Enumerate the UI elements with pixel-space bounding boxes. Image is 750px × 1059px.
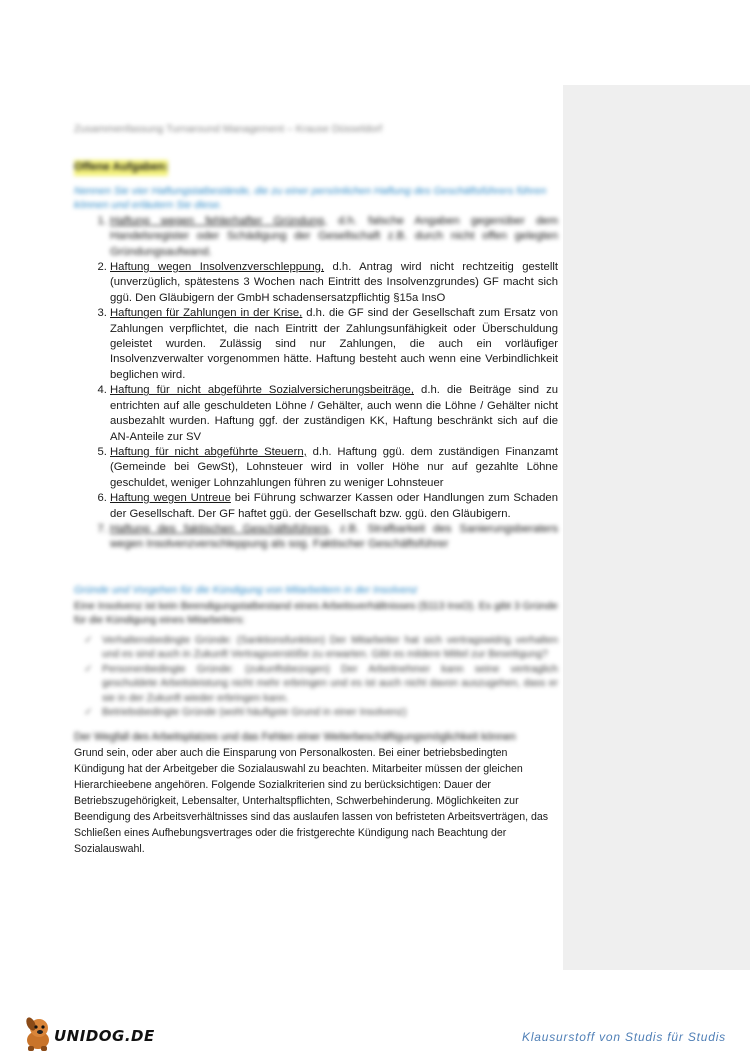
list-item	[110, 522, 558, 553]
question-dismissal: Gründe und Vorgehen für die Kündigung von Mitarbeitern in der Insolvenz	[74, 583, 418, 596]
reason-text: Personenbedingte Gründe: (zukunftsbezogen) Der Arbeitnehmer kann seine vertraglich geschuldete Arbeitsleistung nicht mehr erbringen und es ist auch nicht davon auszugehen, dass er sie in der Zukunft wieder erbringen kann.	[102, 663, 558, 704]
item-term: Haftung wegen fehlerhafter Gründung,	[110, 214, 327, 227]
item-term: Haftungen für Zahlungen in der Krise,	[110, 307, 303, 320]
section-heading-wrap	[74, 160, 558, 175]
liability-list	[74, 214, 558, 553]
list-item	[84, 634, 558, 663]
item-term: Haftung für nicht abgeführte Steuern,	[110, 445, 307, 458]
checkmark-icon: ✓	[84, 707, 93, 719]
page-header: Zusammenfassung Turnaround Management – Krause Düsseldorf	[74, 123, 383, 135]
item-text: z.B. Strafbarkeit des Sanierungsberaters wegen Insolvenzverschleppung als sog. Faktischer Geschäftsführer	[110, 522, 558, 551]
list-item	[110, 214, 558, 260]
question-liability: Nennen Sie vier Haftungstatbestände, die zu einer persönlichen Haftung des Geschäftsführers führen können und erläutern Sie diese.	[74, 184, 547, 211]
item-text: bei Führung schwarzer Kassen oder Handlungen zum Schaden der Gesellschaft. Der GF haftet ggü. der Gesellschaft bzw. ggü. den Gläubigern.	[110, 492, 558, 520]
list-item	[110, 445, 558, 491]
item-text: d.h. die GF sind der Gesellschaft zum Ersatz von Zahlungen verpflichtet, die nach Eintritt der Zahlungsunfähigkeit oder Überschuldung geleistet wurden. Zulässig sind nur Zahlungen, die auch ein vorläufiger Insolvenzverwalter vorgenommen hätte. Haftung besteht auch wenn eine Verbindlichkeit beglichen wird.	[110, 307, 558, 381]
item-text: d.h. Haftung ggü. dem zuständigen Finanzamt (Gemeinde bei GewSt), Lohnsteuer wird in voller Höhe nur auf gezahlte Löhne geschuldet, weniger Lohnzahlungen führen zu weniger Lohnsteuer	[110, 445, 558, 489]
list-item	[110, 383, 558, 445]
list-item	[110, 306, 558, 383]
paragraph-social-selection: Grund sein, oder aber auch die Einsparung von Personalkosten. Bei einer betriebsbedingten Kündigung hat der Arbeitgeber die Sozialauswahl zu beachten. Mitarbeiter müssen der gleichen Hierarchieebene angehören. Folgende Sozialkriterien sind zu berücksichtigen: Dauer der Betriebszugehörigkeit, Lebensalter, Unterhaltspflichten, Schwerbehinderung. Möglichkeiten zur Beendigung des Arbeitsverhältnisses sind das auslaufen lassen von befristeten Arbeitsverträgen, das Schließen eines Aufhebungsvertrages oder die fristgerechte Kündigung nach Beachtung der Sozialauswahl.	[74, 746, 549, 855]
item-term: Haftung für nicht abgeführte Sozialversicherungsbeiträge,	[110, 384, 414, 397]
item-text: d.h. falsche Angaben gegenüber dem Handelsregister oder Schädigung der Gesellschaft z.B. durch nicht offen gelegten Gründungsaufwand.	[110, 214, 558, 258]
reason-text: Verhaltensbedingte Gründe: (Sanktionsfunktion) Der Mitarbeiter hat sich vertragswidrig verhalten und es sind auch in Zukunft Vertragsverstöße zu erwarten. Gibt es mildere Mittel zur Beseitigung?	[102, 634, 558, 661]
item-term: Haftung des faktischen Geschäftsführers,	[110, 522, 332, 535]
unidog-logo[interactable]	[22, 1014, 162, 1054]
logo-text: UNIDOG.DE	[54, 1027, 155, 1045]
item-term: Haftung wegen Insolvenzverschleppung,	[110, 261, 325, 274]
footer-tagline: Klausurstoff von Studis für Studis	[522, 1030, 726, 1044]
document-page	[74, 122, 558, 857]
list-item	[110, 260, 558, 306]
list-item	[110, 491, 558, 522]
reason-text: Betriebsbedingte Gründe (wohl häufigste Grund in einer Insolvenz)	[102, 707, 407, 719]
dismissal-reasons-list	[74, 634, 558, 721]
item-text: d.h. Antrag wird nicht rechtzeitig gestellt (unverzüglich, spätestens 3 Wochen nach Eintritt des Insolvenzgrundes) GF macht sich ggü. Den Gläubigern der GmbH schadensersatzpflichtig §15a InsO	[110, 261, 558, 304]
list-item	[84, 663, 558, 707]
checkmark-icon: ✓	[84, 663, 93, 675]
dismissal-intro: Eine Insolvenz ist kein Beendigungstatbestand eines Arbeitsverhältnisses (§113 InsO). Es gibt 3 Gründe für die Kündigung eines Mitarbeiters:	[74, 599, 558, 627]
list-item	[84, 706, 558, 721]
checkmark-icon: ✓	[84, 634, 93, 646]
right-margin-panel	[563, 85, 750, 970]
item-text: d.h. die Beiträge sind zu entrichten auf alle geschuldeten Löhne / Gehälter, auch wenn die Löhne / Gehälter nicht ausbezahlt wurden. Haftung ggf. der zuständigen KK, Haftung beschränkt sich auf die AN-Anteile zur SV	[110, 384, 558, 443]
paragraph-blurred-line: Der Wegfall des Arbeitsplatzes und das Fehlen einer Weiterbeschäftigungsmöglichkeit können	[74, 730, 516, 743]
item-term: Haftung wegen Untreue	[110, 492, 231, 505]
dog-mascot-icon	[22, 1014, 58, 1054]
section-title: Offene Aufgaben:	[74, 160, 168, 175]
